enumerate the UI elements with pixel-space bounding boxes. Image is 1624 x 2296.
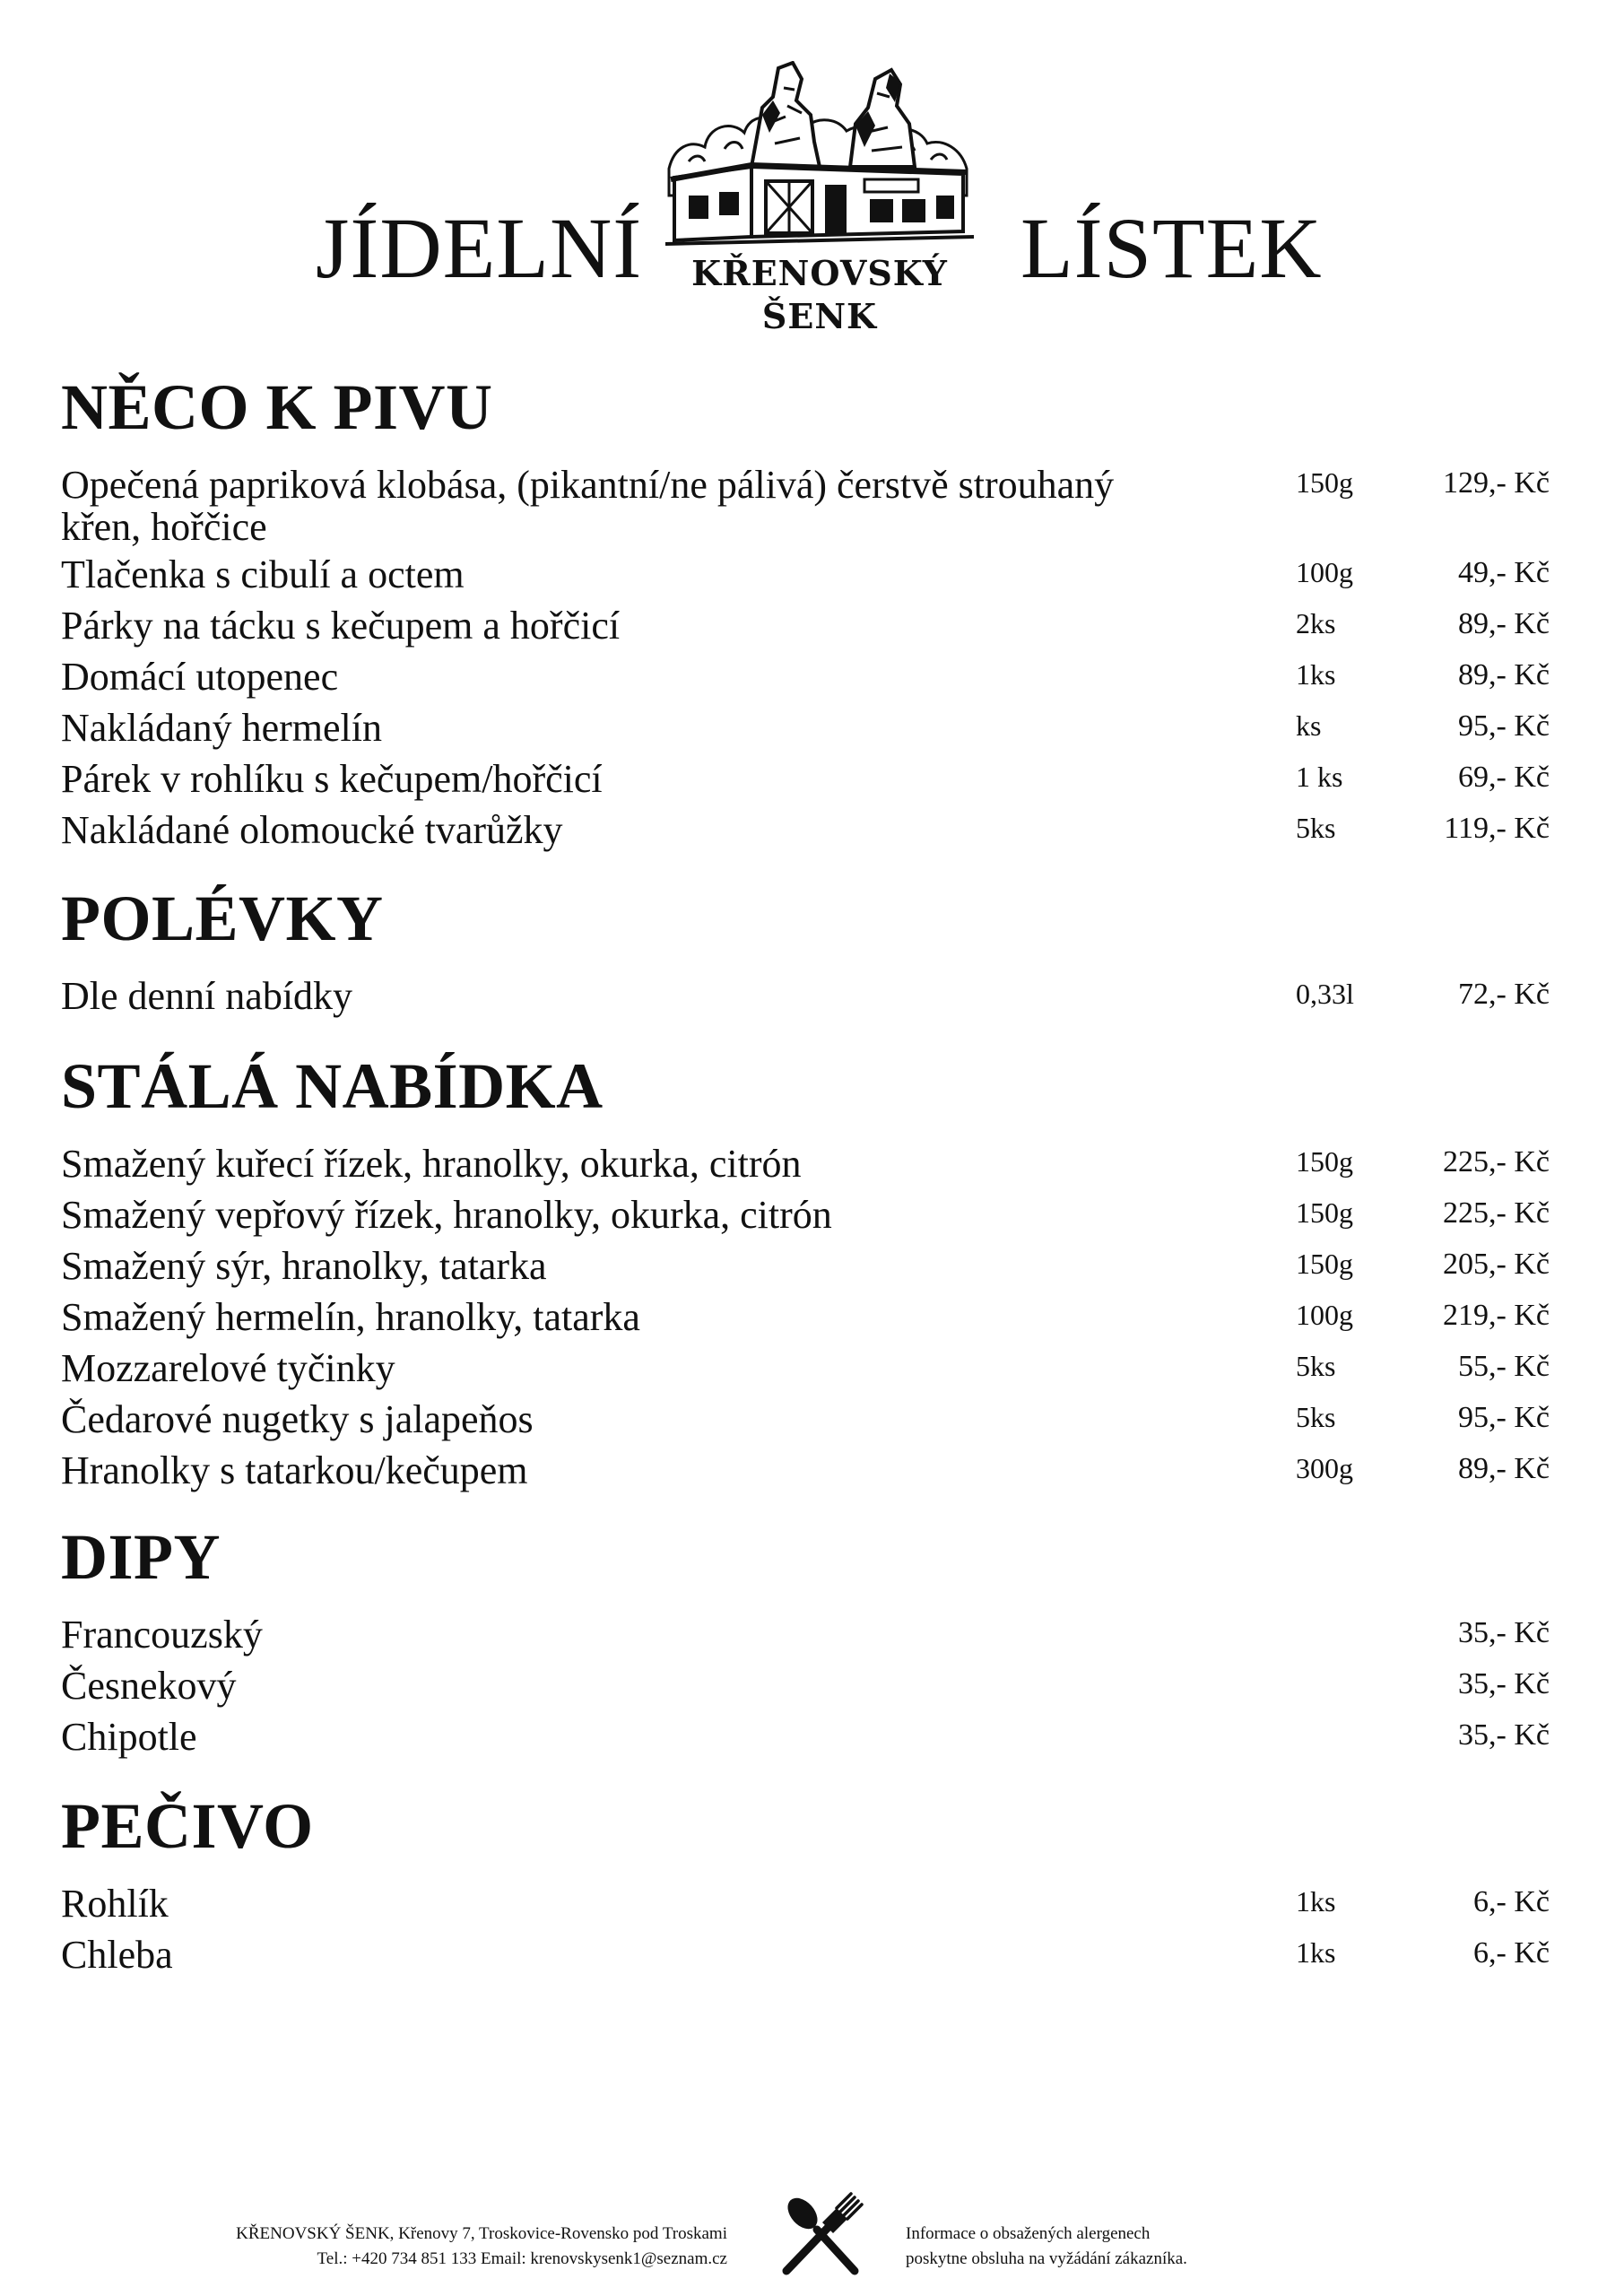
menu-item xyxy=(61,1348,1550,1399)
allergen-info-line2: poskytne obsluha na vyžádání zákazníka. xyxy=(906,2248,1187,2268)
menu-item xyxy=(61,465,1550,554)
menu-item xyxy=(61,1144,1550,1195)
menu-item xyxy=(61,1883,1550,1935)
menu-item-list xyxy=(61,1614,1550,1768)
menu-item-quantity: 5ks xyxy=(1296,1350,1336,1382)
menu-item-price: 95,- Kč xyxy=(1458,1401,1550,1434)
menu-item-price: 95,- Kč xyxy=(1458,709,1550,743)
section-heading: PEČIVO xyxy=(61,1790,314,1862)
logo-text-line2: ŠENK xyxy=(761,296,878,336)
menu-item-name: Čedarové nugetky s jalapeňos xyxy=(61,1397,534,1441)
menu-item-price: 225,- Kč xyxy=(1443,1145,1550,1178)
menu-item-list xyxy=(61,976,1550,1027)
menu-item-name: Francouzský xyxy=(61,1613,263,1657)
menu-item xyxy=(61,708,1550,759)
menu-section-polevky xyxy=(61,883,1550,1027)
menu-item-quantity: 5ks xyxy=(1296,812,1336,844)
menu-section-pecivo xyxy=(61,1790,1550,1986)
menu-item-name: Nakládaný hermelín xyxy=(61,706,382,750)
menu-item xyxy=(61,1717,1550,1768)
menu-item-quantity: 100g xyxy=(1296,1299,1353,1331)
menu-item-price: 35,- Kč xyxy=(1458,1667,1550,1700)
logo-text-line1: KŘENOVSKÝ xyxy=(691,253,948,293)
menu-item-name: Tlačenka s cibulí a octem xyxy=(61,552,465,596)
menu-item-name: Domácí utopenec xyxy=(61,655,339,699)
menu-item xyxy=(61,1297,1550,1348)
menu-item xyxy=(61,1614,1550,1665)
menu-item-price: 89,- Kč xyxy=(1458,1452,1550,1485)
restaurant-logo xyxy=(662,61,977,341)
menu-item xyxy=(61,1195,1550,1246)
menu-item-price: 89,- Kč xyxy=(1458,658,1550,691)
menu-item-list xyxy=(61,1144,1550,1501)
menu-item-name: Rohlík xyxy=(61,1882,169,1926)
menu-item xyxy=(61,1399,1550,1450)
menu-item-price: 49,- Kč xyxy=(1458,556,1550,589)
castle-ruins-logo-icon xyxy=(662,61,977,254)
menu-item-quantity: 150g xyxy=(1296,1248,1353,1280)
section-heading: NĚCO K PIVU xyxy=(61,371,493,443)
menu-item xyxy=(61,1665,1550,1717)
section-heading: STÁLÁ NABÍDKA xyxy=(61,1050,604,1122)
page-title-right: LÍSTEK xyxy=(1020,200,1323,297)
footer-address: KŘENOVSKÝ ŠENK, Křenovy 7, Troskovice-Rovensko pod Troskami xyxy=(236,2224,727,2243)
footer-contact xyxy=(236,2222,727,2271)
menu-item-name: Mozzarelové tyčinky xyxy=(61,1346,395,1390)
menu-item-list xyxy=(61,465,1550,861)
menu-item xyxy=(61,1246,1550,1297)
menu-item-quantity: 300g xyxy=(1296,1452,1353,1484)
menu-section-neco-k-pivu xyxy=(61,371,1550,861)
menu-item-quantity: 1 ks xyxy=(1296,761,1343,793)
menu-item-name: Hranolky s tatarkou/kečupem xyxy=(61,1448,528,1492)
menu-item-quantity: 100g xyxy=(1296,556,1353,588)
menu-item-price: 219,- Kč xyxy=(1443,1299,1550,1332)
footer-phone-email: Tel.: +420 734 851 133 Email: krenovskysenk1@seznam.cz xyxy=(317,2248,727,2268)
menu-item-quantity: ks xyxy=(1296,709,1322,742)
menu-item xyxy=(61,1450,1550,1501)
menu-item xyxy=(61,810,1550,861)
fork-spoon-icon xyxy=(776,2188,865,2278)
allergen-info-line1: Informace o obsažených alergenech xyxy=(906,2224,1151,2243)
menu-item-quantity: 150g xyxy=(1296,1145,1353,1178)
menu-item-price: 35,- Kč xyxy=(1458,1718,1550,1752)
menu-item-name: Opečená papriková klobása, (pikantní/ne pálivá) čerstvě strouhaný křen, hořčice xyxy=(61,463,1115,549)
menu-item-quantity: 1ks xyxy=(1296,1885,1336,1918)
menu-item-name: Dle denní nabídky xyxy=(61,974,353,1018)
menu-section-dipy xyxy=(61,1521,1550,1768)
section-heading: POLÉVKY xyxy=(61,883,384,954)
menu-item-price: 6,- Kč xyxy=(1473,1936,1550,1970)
menu-item-price: 205,- Kč xyxy=(1443,1248,1550,1281)
menu-item-name: Česnekový xyxy=(61,1664,237,1708)
menu-section-stala-nabidka xyxy=(61,1050,1550,1501)
menu-item-price: 55,- Kč xyxy=(1458,1350,1550,1383)
menu-item-name: Smažený hermelín, hranolky, tatarka xyxy=(61,1295,640,1339)
menu-item-quantity: 1ks xyxy=(1296,658,1336,691)
menu-item-quantity: 150g xyxy=(1296,1196,1353,1229)
section-heading: DIPY xyxy=(61,1521,221,1593)
menu-item-quantity: 2ks xyxy=(1296,607,1336,639)
menu-item-price: 129,- Kč xyxy=(1443,466,1550,500)
menu-item-name: Chipotle xyxy=(61,1715,197,1759)
menu-item-price: 119,- Kč xyxy=(1444,812,1550,845)
menu-item-price: 6,- Kč xyxy=(1473,1885,1550,1918)
menu-item-name: Smažený vepřový řízek, hranolky, okurka, citrón xyxy=(61,1193,832,1237)
menu-item xyxy=(61,759,1550,810)
menu-item-price: 35,- Kč xyxy=(1458,1616,1550,1649)
menu-item-quantity: 1ks xyxy=(1296,1936,1336,1969)
menu-item-price: 69,- Kč xyxy=(1458,761,1550,794)
menu-item-price: 72,- Kč xyxy=(1458,978,1550,1011)
menu-item-quantity: 150g xyxy=(1296,466,1353,499)
footer-allergen-info xyxy=(906,2222,1187,2271)
menu-item-name: Smažený kuřecí řízek, hranolky, okurka, citrón xyxy=(61,1142,802,1186)
menu-item-name: Párek v rohlíku s kečupem/hořčicí xyxy=(61,757,603,801)
menu-item-list xyxy=(61,1883,1550,1986)
page-title-left: JÍDELNÍ xyxy=(316,200,643,297)
menu-item-name: Smažený sýr, hranolky, tatarka xyxy=(61,1244,547,1288)
menu-item-price: 225,- Kč xyxy=(1443,1196,1550,1230)
menu-item xyxy=(61,976,1550,1027)
menu-item xyxy=(61,657,1550,708)
menu-item-name: Chleba xyxy=(61,1933,173,1977)
menu-item xyxy=(61,554,1550,605)
menu-item-quantity: 0,33l xyxy=(1296,978,1354,1010)
menu-item xyxy=(61,1935,1550,1986)
menu-item-quantity: 5ks xyxy=(1296,1401,1336,1433)
menu-item xyxy=(61,605,1550,657)
menu-item-name: Párky na tácku s kečupem a hořčicí xyxy=(61,604,621,648)
menu-item-price: 89,- Kč xyxy=(1458,607,1550,640)
menu-item-name: Nakládané olomoucké tvarůžky xyxy=(61,808,563,852)
